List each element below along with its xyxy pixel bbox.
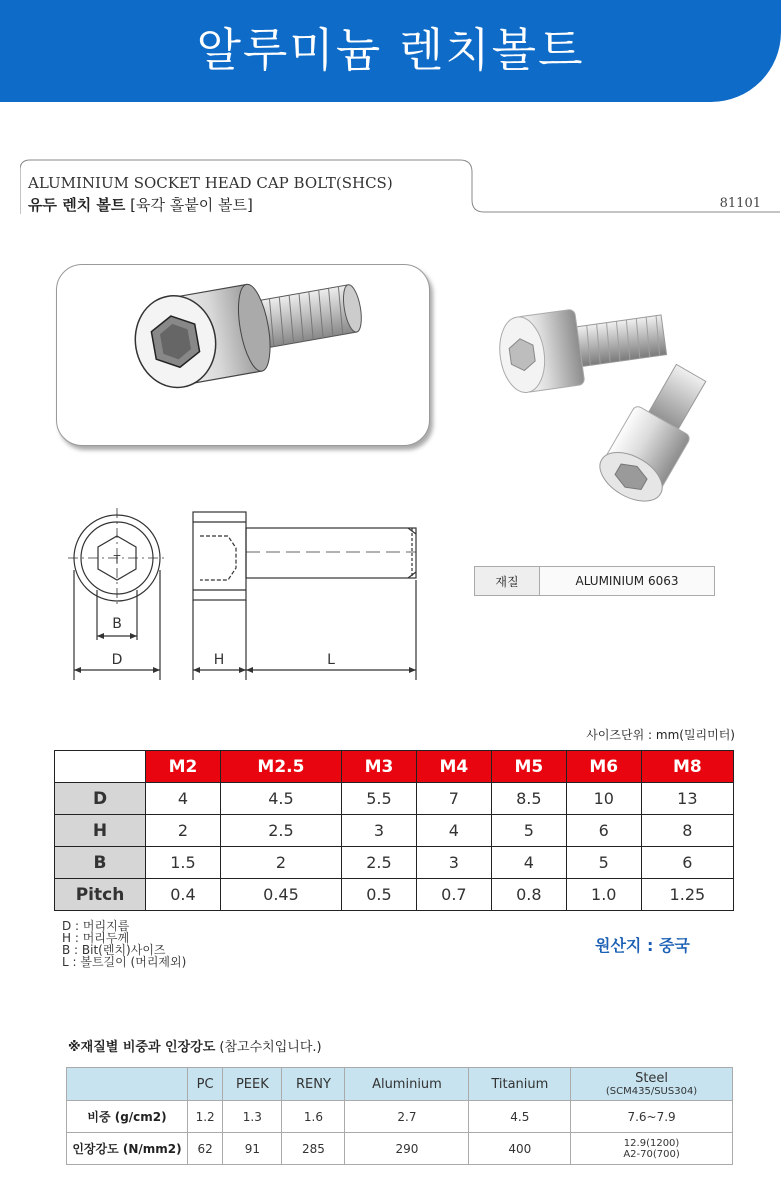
steel-header: Steel: [635, 1071, 669, 1086]
material-table: [474, 566, 715, 596]
title-banner: [0, 0, 781, 102]
table-row: [55, 847, 734, 879]
table-corner-cell: [67, 1068, 188, 1101]
legend-item: B : Bit(렌치)사이즈: [62, 943, 166, 957]
table-corner-cell: [55, 751, 146, 783]
size-spec-table: [54, 750, 734, 911]
table-cell: 290: [345, 1133, 469, 1165]
table-cell: 3: [416, 847, 491, 879]
table-header-row: [55, 751, 734, 783]
table-cell: 285: [282, 1133, 345, 1165]
size-header: M6: [566, 751, 641, 783]
density-title-note: (참고수치입니다.): [219, 1040, 322, 1055]
dim-label-h: H: [213, 652, 225, 668]
bolt-photo: [490, 300, 710, 510]
steel-subheader: (SCM435/SUS304): [605, 1086, 698, 1097]
size-header: M5: [491, 751, 566, 783]
table-cell: 10: [566, 783, 641, 815]
table-cell: 2: [220, 847, 341, 879]
table-header-row: [67, 1068, 733, 1101]
country-of-origin: 원산지 : 중국: [595, 936, 690, 955]
table-cell: 4: [146, 783, 221, 815]
page-title: 알루미늄 렌치볼트: [196, 23, 585, 77]
table-row: [67, 1101, 733, 1133]
size-header: M8: [641, 751, 733, 783]
table-cell: 0.7: [416, 879, 491, 911]
table-cell: 8.5: [491, 783, 566, 815]
table-cell: 4.5: [469, 1101, 571, 1133]
material-header: RENY: [282, 1068, 345, 1101]
row-label: 인장강도 (N/mm2): [67, 1133, 188, 1165]
product-code: 81101: [719, 196, 761, 211]
table-row: [67, 1133, 733, 1165]
steel-tensile-b: A2-70(700): [623, 1148, 680, 1160]
table-cell: 0.4: [146, 879, 221, 911]
table-cell: 4.5: [220, 783, 341, 815]
dimension-drawing: [60, 500, 430, 685]
table-cell: 0.8: [491, 879, 566, 911]
table-cell: 3: [341, 815, 416, 847]
table-cell: 1.5: [146, 847, 221, 879]
material-header: Titanium: [469, 1068, 571, 1101]
bolt-sketch-frame: [56, 264, 430, 446]
table-cell: 2: [146, 815, 221, 847]
table-cell: 5.5: [341, 783, 416, 815]
table-cell: 4: [491, 847, 566, 879]
material-density-table: [66, 1067, 733, 1165]
dim-label-d: D: [111, 652, 123, 668]
dimension-legend: [62, 920, 186, 968]
table-cell: 91: [223, 1133, 282, 1165]
legend-item: H : 머리두께: [62, 931, 130, 945]
steel-tensile-a: 12.9(1200): [623, 1137, 680, 1149]
table-cell: 1.3: [223, 1101, 282, 1133]
table-cell: 0.45: [220, 879, 341, 911]
legend-item: D : 머리지름: [62, 919, 130, 933]
table-cell: 5: [566, 847, 641, 879]
material-header-steel: [571, 1068, 733, 1101]
bolt-sketch-image: [57, 265, 429, 445]
table-cell: 0.5: [341, 879, 416, 911]
table-cell: 1.25: [641, 879, 733, 911]
table-cell: 6: [641, 847, 733, 879]
product-title-en: ALUMINIUM SOCKET HEAD CAP BOLT(SHCS): [28, 174, 393, 192]
row-label: Pitch: [55, 879, 146, 911]
table-cell: 2.5: [220, 815, 341, 847]
table-cell: 2.7: [345, 1101, 469, 1133]
svg-text:T: T: [113, 553, 121, 566]
row-label: D: [55, 783, 146, 815]
dim-label-b: B: [112, 616, 122, 632]
unit-note: 사이즈단위 : mm(밀리미터): [586, 728, 735, 742]
table-cell: 1.2: [188, 1101, 223, 1133]
table-row: [55, 815, 734, 847]
table-cell: 13: [641, 783, 733, 815]
table-cell: 400: [469, 1133, 571, 1165]
legend-item: L : 볼트길이 (머리제외): [62, 955, 187, 969]
material-value: ALUMINIUM 6063: [540, 567, 715, 596]
product-title-ko-bold: 유두 렌치 볼트: [28, 196, 126, 214]
size-header: M2: [146, 751, 221, 783]
product-title-ko-note: [육각 홀붙이 볼트]: [130, 196, 253, 214]
size-header: M4: [416, 751, 491, 783]
row-label: B: [55, 847, 146, 879]
material-header: PC: [188, 1068, 223, 1101]
table-row: [55, 879, 734, 911]
material-label: 재질: [475, 567, 540, 596]
product-title-ko: [28, 194, 253, 215]
size-header: M3: [341, 751, 416, 783]
table-cell: 7: [416, 783, 491, 815]
table-cell-steel: [571, 1133, 733, 1165]
table-cell: 7.6~7.9: [571, 1101, 733, 1133]
dim-label-l: L: [327, 652, 335, 668]
table-row: [55, 783, 734, 815]
table-cell: 4: [416, 815, 491, 847]
table-cell: 1.0: [566, 879, 641, 911]
table-cell: 2.5: [341, 847, 416, 879]
density-title-bold: ※재질별 비중과 인장강도: [68, 1040, 216, 1055]
material-header: PEEK: [223, 1068, 282, 1101]
size-header: M2.5: [220, 751, 341, 783]
table-cell: 5: [491, 815, 566, 847]
row-label: 비중 (g/cm2): [67, 1101, 188, 1133]
density-section-title: [68, 1036, 322, 1055]
table-cell: 6: [566, 815, 641, 847]
material-header: Aluminium: [345, 1068, 469, 1101]
table-cell: 8: [641, 815, 733, 847]
table-cell: 1.6: [282, 1101, 345, 1133]
table-cell: 62: [188, 1133, 223, 1165]
row-label: H: [55, 815, 146, 847]
